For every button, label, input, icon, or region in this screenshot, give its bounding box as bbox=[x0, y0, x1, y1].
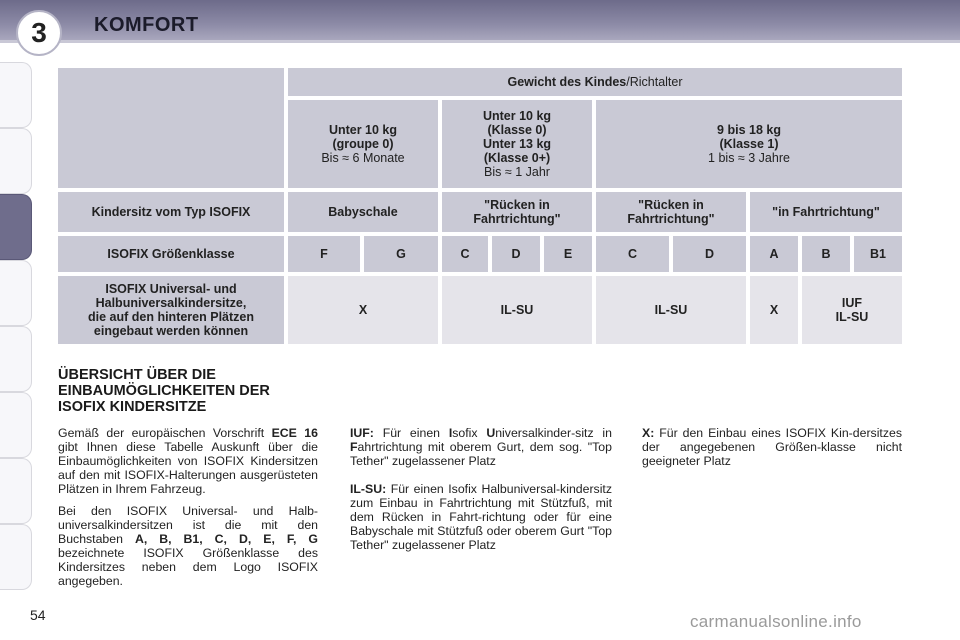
row-label-seat-type: Kindersitz vom Typ ISOFIX bbox=[58, 192, 284, 232]
text-run: Für einen Isofix Halbuniversal-kindersitz zum Einbau in Fahrtrichtung mit Stützfuß, mit dem Rücken in Fahrt-richtung oder für eine Babyschale mit Stützfuß oder oberem Gurt "Top Tether" zugelassener Platz bbox=[350, 482, 612, 552]
universal-line: IUF bbox=[841, 296, 863, 310]
size-class-cell: E bbox=[544, 236, 592, 272]
universal-cell: IL-SU bbox=[442, 276, 592, 344]
watermark: carmanualsonline.info bbox=[690, 612, 862, 631]
section-title bbox=[58, 367, 328, 415]
weight-group-0plus bbox=[442, 100, 592, 188]
table-corner bbox=[58, 68, 284, 188]
section-title-line: ÜBERSICHT ÜBER DIE bbox=[58, 367, 216, 383]
size-class-cell: C bbox=[442, 236, 488, 272]
universal-cell: X bbox=[750, 276, 798, 344]
weight-group-line: Unter 13 kg bbox=[482, 137, 552, 151]
chapter-tab-6[interactable] bbox=[0, 392, 32, 458]
weight-group-0 bbox=[288, 100, 438, 188]
text-run: Bei den ISOFIX Universal- und Halb-universalkindersitzen ist die mit den Buchstaben bbox=[58, 504, 318, 546]
weight-group-line: (Klasse 0) bbox=[487, 123, 547, 137]
chapter-tab-7[interactable] bbox=[0, 458, 32, 524]
paragraph bbox=[58, 426, 318, 496]
weight-header-rest: /Richtalter bbox=[626, 75, 683, 89]
text-run: Für den Einbau eines ISOFIX Kin-dersitzes der angegebenen Größen-klasse nicht geeigneter Platz bbox=[642, 426, 902, 468]
chapter-title: KOMFORT bbox=[94, 14, 199, 36]
size-class-cell: B bbox=[802, 236, 850, 272]
header-divider bbox=[0, 40, 960, 43]
weight-header-bold: Gewicht des Kindes bbox=[507, 75, 627, 89]
paragraph-iuf bbox=[350, 426, 612, 468]
section-title-line: ISOFIX KINDERSITZE bbox=[58, 399, 207, 415]
chapter-tab-1[interactable] bbox=[0, 62, 32, 128]
universal-cell: IL-SU bbox=[596, 276, 746, 344]
weight-group-age: 1 bis ≈ 3 Jahre bbox=[708, 151, 790, 165]
weight-group-line: Unter 10 kg bbox=[482, 109, 552, 123]
text-run: bezeichnete ISOFIX Größenklasse des Kindersitzes neben dem Logo ISOFIX angegeben. bbox=[58, 546, 318, 588]
weight-header bbox=[288, 68, 902, 96]
weight-group-age: Bis ≈ 6 Monate bbox=[321, 151, 405, 165]
universal-line: IL-SU bbox=[835, 310, 869, 324]
text-column-2 bbox=[350, 426, 612, 560]
text-run-bold: IUF: bbox=[350, 426, 374, 440]
text-column-3 bbox=[642, 426, 902, 476]
chapter-tab-3-active[interactable] bbox=[0, 194, 32, 260]
text-run-bold: ECE 16 bbox=[271, 426, 318, 440]
text-run: niversalkinder-sitz in bbox=[495, 426, 612, 440]
weight-group-line: 9 bis 18 kg bbox=[717, 123, 781, 137]
row-label-line: die auf den hinteren Plätzen bbox=[88, 310, 254, 324]
size-class-cell: D bbox=[492, 236, 540, 272]
size-class-cell: F bbox=[288, 236, 360, 272]
universal-cell: X bbox=[288, 276, 438, 344]
text-run: sofix bbox=[452, 426, 487, 440]
text-run: ahrtrichtung mit oberem Gurt, dem sog. "Top Tether" zugelassener Platz bbox=[350, 440, 612, 468]
weight-group-line: (Klasse 0+) bbox=[483, 151, 551, 165]
seat-type-cell: "Rücken in Fahrtrichtung" bbox=[596, 192, 746, 232]
text-run-bold: F bbox=[350, 440, 358, 454]
size-class-cell: A bbox=[750, 236, 798, 272]
weight-group-1 bbox=[596, 100, 902, 188]
paragraph-x bbox=[642, 426, 902, 468]
seat-type-cell: "Rücken in Fahrtrichtung" bbox=[442, 192, 592, 232]
page-number: 54 bbox=[30, 607, 46, 623]
text-run-bold: IL-SU: bbox=[350, 482, 387, 496]
paragraph bbox=[58, 504, 318, 588]
size-class-cell: B1 bbox=[854, 236, 902, 272]
weight-group-line: Unter 10 kg bbox=[328, 123, 398, 137]
text-run: Für einen bbox=[373, 426, 449, 440]
text-run-bold: U bbox=[486, 426, 496, 440]
text-column-1 bbox=[58, 426, 318, 596]
seat-type-cell: Babyschale bbox=[288, 192, 438, 232]
row-label-universal bbox=[58, 276, 284, 344]
chapter-tabs bbox=[0, 62, 34, 590]
row-label-line: eingebaut werden können bbox=[93, 324, 249, 338]
chapter-tab-8[interactable] bbox=[0, 524, 32, 590]
row-label-line: ISOFIX Universal- und bbox=[105, 282, 237, 296]
text-run-bold: X: bbox=[642, 426, 655, 440]
chapter-number-badge: 3 bbox=[16, 10, 62, 56]
text-run: gibt Ihnen diese Tabelle Auskunft über die Einbaumöglichkeiten von ISOFIX Kindersitzen auf den mit ISOFIX-Halterungen ausgerüsteten Plätzen in Ihrem Fahrzeug. bbox=[58, 440, 318, 496]
row-label-line: Halbuniversalkindersitze, bbox=[95, 296, 247, 310]
paragraph-ilsu bbox=[350, 482, 612, 552]
section-title-line: EINBAUMÖGLICHKEITEN DER bbox=[58, 383, 270, 399]
seat-type-cell: "in Fahrtrichtung" bbox=[750, 192, 902, 232]
size-class-cell: G bbox=[364, 236, 438, 272]
size-class-cell: C bbox=[596, 236, 669, 272]
weight-group-line: (groupe 0) bbox=[332, 137, 394, 151]
chapter-tab-5[interactable] bbox=[0, 326, 32, 392]
chapter-tab-4[interactable] bbox=[0, 260, 32, 326]
text-run: Gemäß der europäischen Vorschrift bbox=[58, 426, 272, 440]
universal-cell bbox=[802, 276, 902, 344]
weight-group-line: (Klasse 1) bbox=[719, 137, 779, 151]
chapter-tab-2[interactable] bbox=[0, 128, 32, 194]
text-run-bold: A, B, B1, C, D, E, F, G bbox=[134, 532, 318, 546]
text-run-bold: I bbox=[448, 426, 453, 440]
row-label-size-class: ISOFIX Größenklasse bbox=[58, 236, 284, 272]
size-class-cell: D bbox=[673, 236, 746, 272]
weight-group-age: Bis ≈ 1 Jahr bbox=[484, 165, 550, 179]
